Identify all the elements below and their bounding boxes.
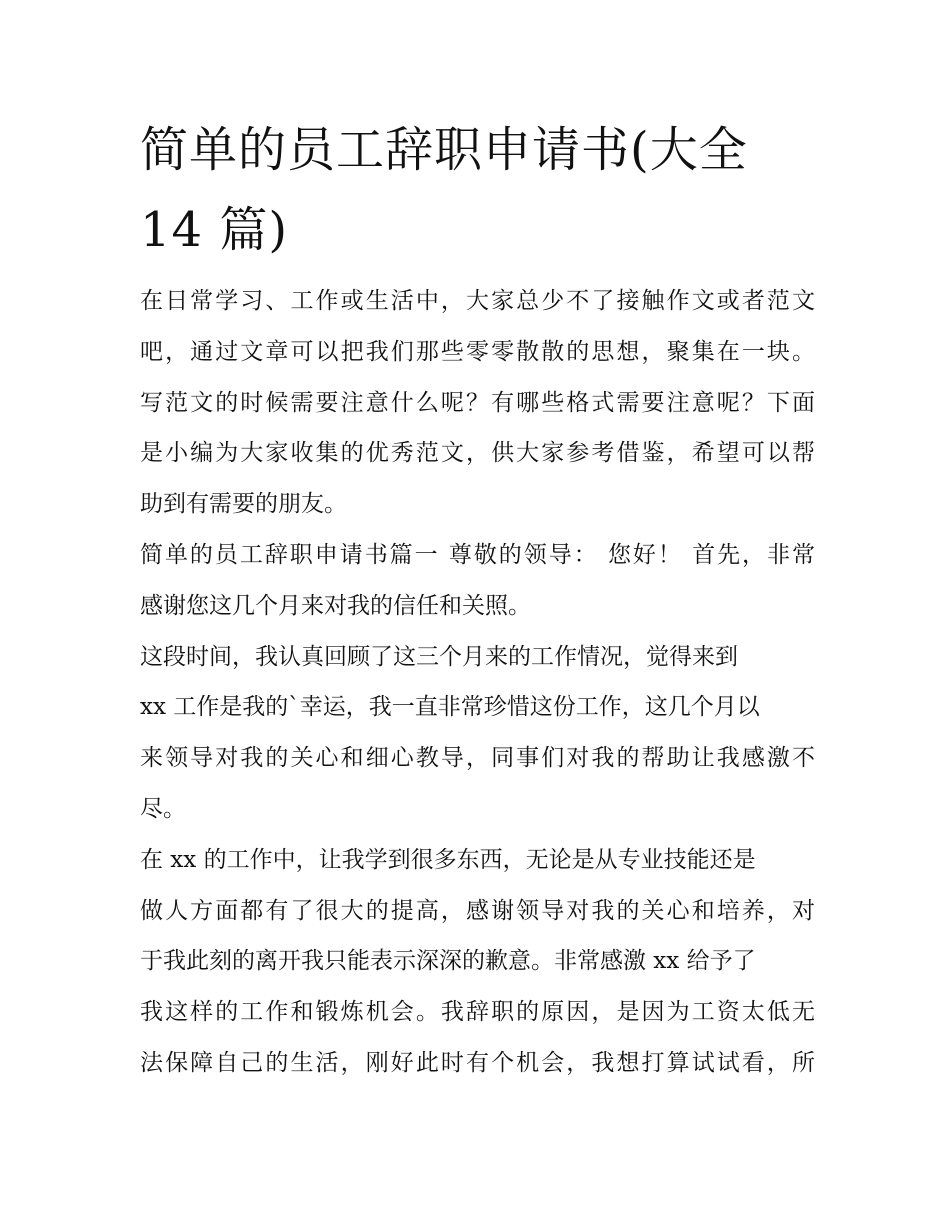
document-title [140, 110, 820, 270]
text-line: 吧，通过文章可以把我们那些零零散散的思想，聚集在一块。 [140, 338, 815, 365]
text-line: 简单的员工辞职申请书篇一 尊敬的领导： 您好！ 首先，非常 [140, 541, 815, 568]
text-line: 来领导对我的关心和细心教导，同事们对我的帮助让我感激不 [140, 745, 815, 772]
text-line: 我这样的工作和锻炼机会。我辞职的原因，是因为工资太低无 [140, 999, 815, 1026]
text-line: 于我此刻的离开我只能表示深深的歉意。非常感激 xx 给予了 [140, 948, 756, 975]
paragraph-letter-opening [140, 530, 815, 632]
text-line: 法保障自己的生活，刚好此时有个机会，我想打算试试看，所 [140, 1049, 815, 1076]
text-line: 助到有需要的朋友。 [140, 491, 347, 518]
title-line-2: 14 篇) [140, 202, 289, 258]
text-line: 是小编为大家收集的优秀范文，供大家参考借鉴，希望可以帮 [140, 440, 815, 467]
text-line: 尽。 [140, 795, 186, 822]
text-line: xx 工作是我的`幸运，我一直非常珍惜这份工作，这几个月以 [140, 694, 760, 721]
title-line-1: 简单的员工辞职申请书(大全 [140, 122, 748, 178]
document-body [140, 276, 815, 1089]
text-line: 做人方面都有了很大的提高，感谢领导对我的关心和培养，对 [140, 897, 815, 924]
paragraph-reason [140, 835, 815, 1089]
text-line: 写范文的时候需要注意什么呢？有哪些格式需要注意呢？下面 [140, 389, 815, 416]
text-line: 感谢您这几个月来对我的信任和关照。 [140, 592, 531, 619]
paragraph-review [140, 632, 815, 835]
paragraph-intro [140, 276, 815, 530]
text-line: 这段时间，我认真回顾了这三个月来的工作情况，觉得来到 [140, 643, 738, 670]
text-line: 在日常学习、工作或生活中，大家总少不了接触作文或者范文 [140, 288, 815, 314]
text-line: 在 xx 的工作中，让我学到很多东西，无论是从专业技能还是 [140, 846, 756, 873]
